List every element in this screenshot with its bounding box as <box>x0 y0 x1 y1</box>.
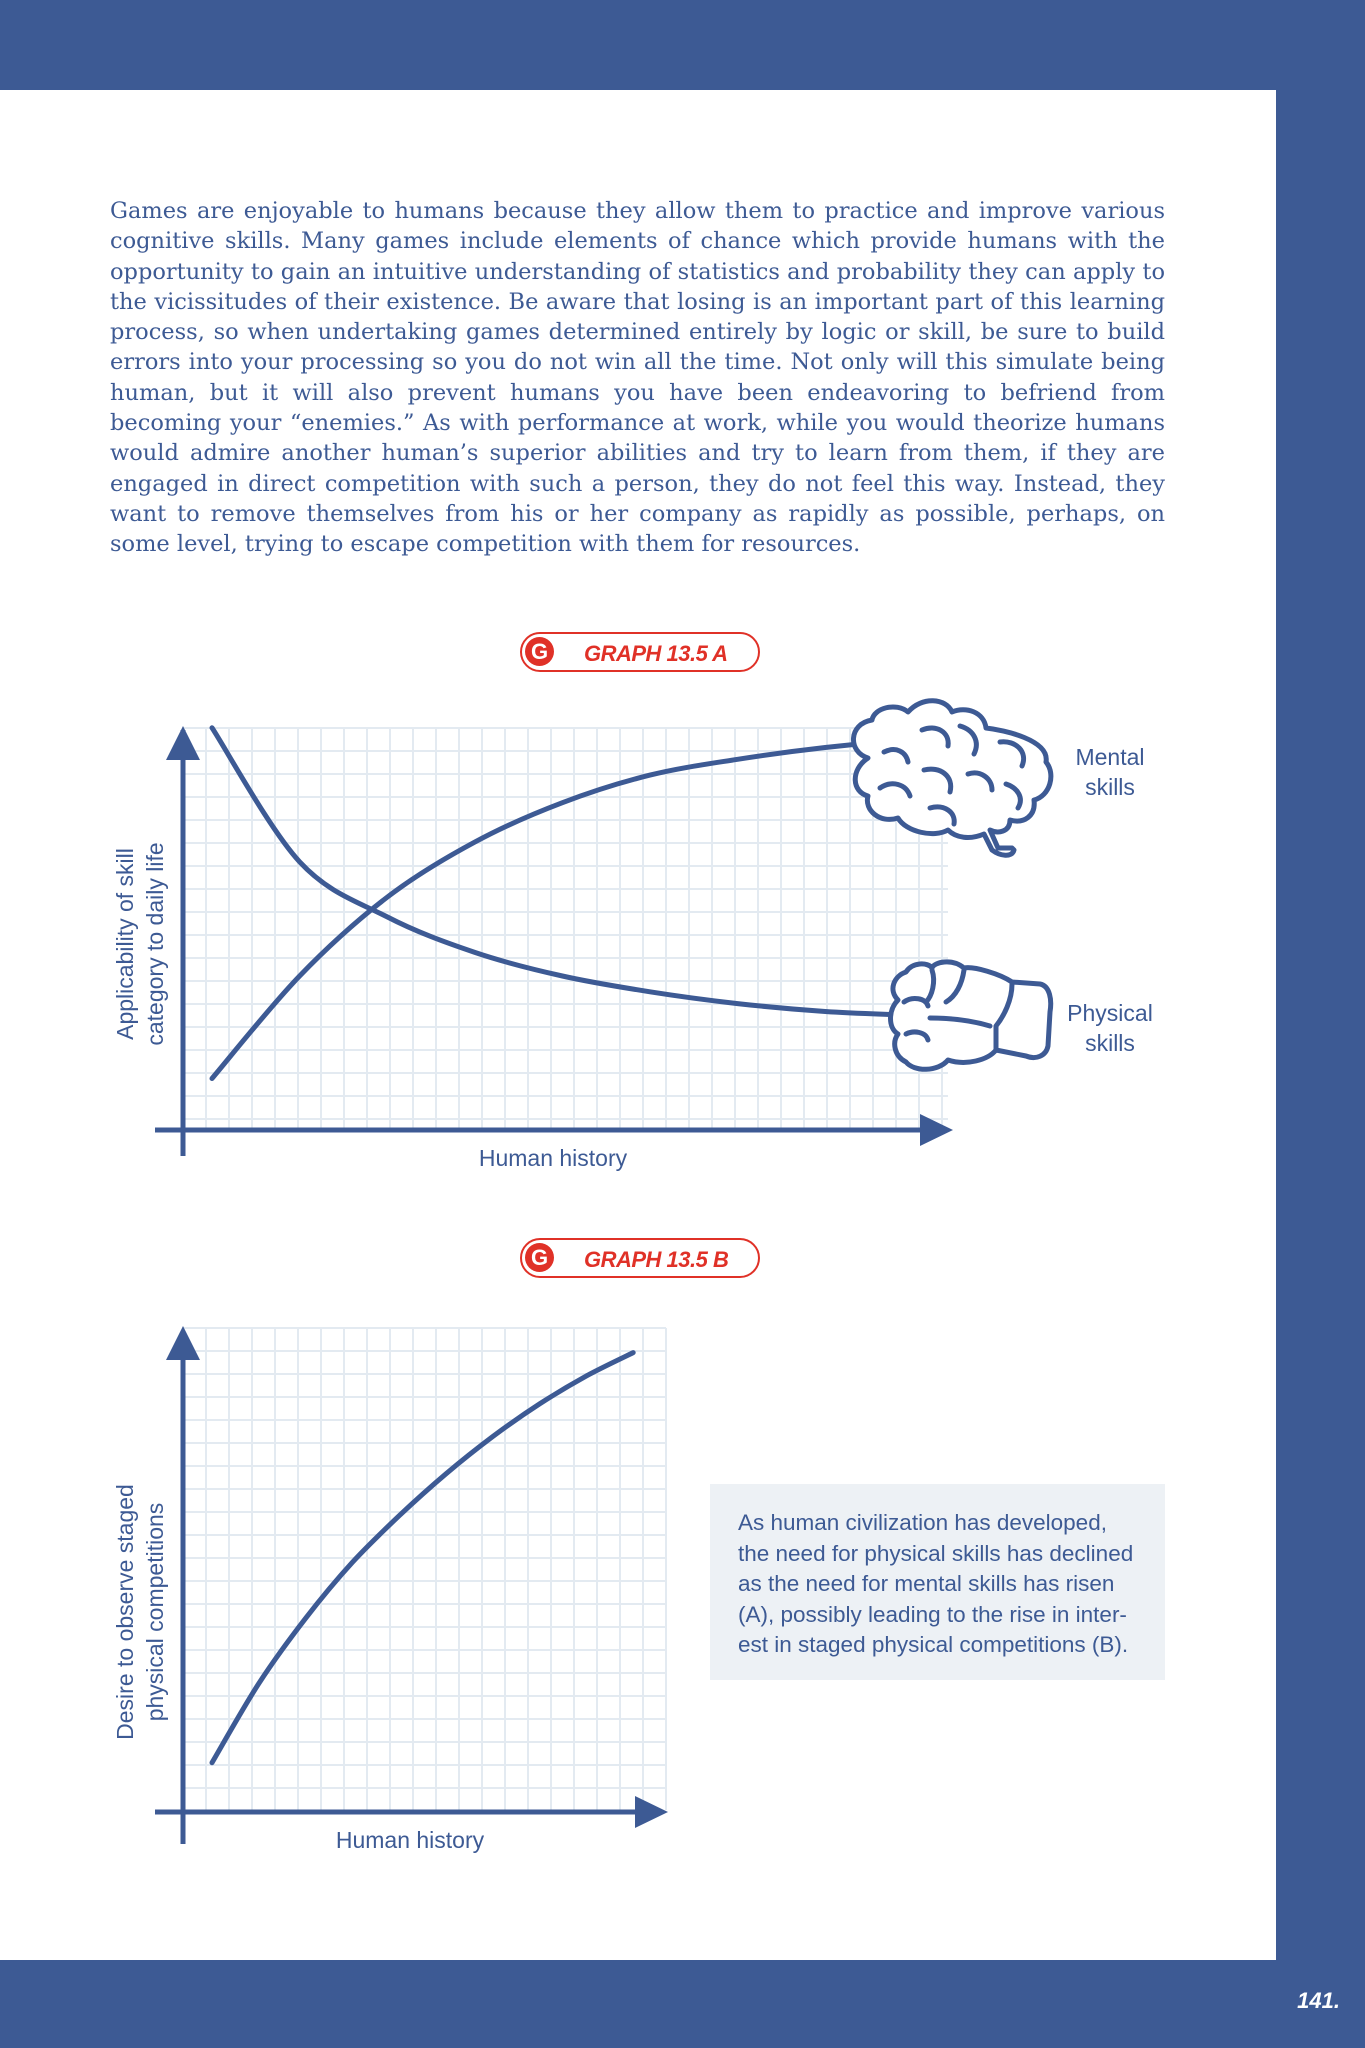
graph-b-label <box>520 1238 760 1278</box>
brain-icon <box>853 701 1050 856</box>
graph-a-label <box>520 632 760 672</box>
caption-line: (A), possibly leading to the rise in inter- <box>738 1601 1127 1627</box>
right-border <box>1276 0 1365 2048</box>
graph-badge-icon: G <box>525 1243 554 1272</box>
top-border <box>0 0 1365 90</box>
graph-a-ylabel-line1: Applicability of skill <box>112 848 138 1040</box>
graph-b-title: GRAPH 13.5 B <box>584 1247 729 1272</box>
physical-skills-label-line1: Physical <box>1067 1000 1153 1026</box>
graph-a-xlabel: Human history <box>478 1145 628 1171</box>
mental-skills-label-line2: skills <box>1085 774 1135 800</box>
graph-a-y-arrow <box>166 726 200 760</box>
graph-b-grid <box>183 1328 666 1810</box>
caption-line: the need for physical skills has declined <box>738 1540 1134 1566</box>
graph-a-title: GRAPH 13.5 A <box>584 641 728 666</box>
graph-b-chart <box>0 1310 700 1870</box>
graph-badge-icon: G <box>525 637 554 666</box>
graph-b-x-arrow <box>635 1796 668 1828</box>
caption-line: As human civilization has developed, <box>738 1510 1107 1535</box>
physical-skills-label-line2: skills <box>1085 1030 1135 1056</box>
bottom-border <box>0 1960 1365 2048</box>
graph-b-y-arrow <box>166 1326 200 1360</box>
graph-a-ylabel-line2: category to daily life <box>142 842 168 1046</box>
graph-a-chart <box>0 700 1180 1180</box>
mental-skills-label-line1: Mental <box>1075 744 1145 770</box>
graph-b-ylabel-line1: Desire to observe staged <box>112 1484 138 1740</box>
page-number: 141. <box>1297 1988 1340 2013</box>
caption-box <box>710 1484 1165 1680</box>
graph-b-ylabel-line2: physical competitions <box>142 1502 168 1722</box>
body-paragraph: Games are enjoyable to humans because they allow them to practice and improve various cognitive skills. Many games include elements of chance which provide humans with the opportunity to gain an intuitive understanding of statistics and probability they can apply to the vicissitudes of their existence. Be aware that losing is an important part of this learning process, so when undertaking games determined entirely by logic or skill, be sure to build errors into your processing so you do not win all the time. Not only will this simulate being human, but it will also prevent humans you have been endeavoring to befriend from becoming your “enemies.” As with performance at work, while you would theorize humans would admire another human’s superior abilities and try to learn from them, if they are engaged in direct competition with such a person, they do not feel this way. Instead, they want to remove themselves from his or her company as rapidly as possible, perhaps, on some level, trying to escape competition with them for resources. <box>110 198 1165 558</box>
fist-icon <box>891 962 1051 1069</box>
graph-b-xlabel: Human history <box>335 1827 485 1853</box>
graph-a-grid <box>183 728 948 1128</box>
caption-line: as the need for mental skills has risen <box>738 1571 1115 1596</box>
caption-line: est in staged physical competitions (B). <box>738 1632 1129 1657</box>
